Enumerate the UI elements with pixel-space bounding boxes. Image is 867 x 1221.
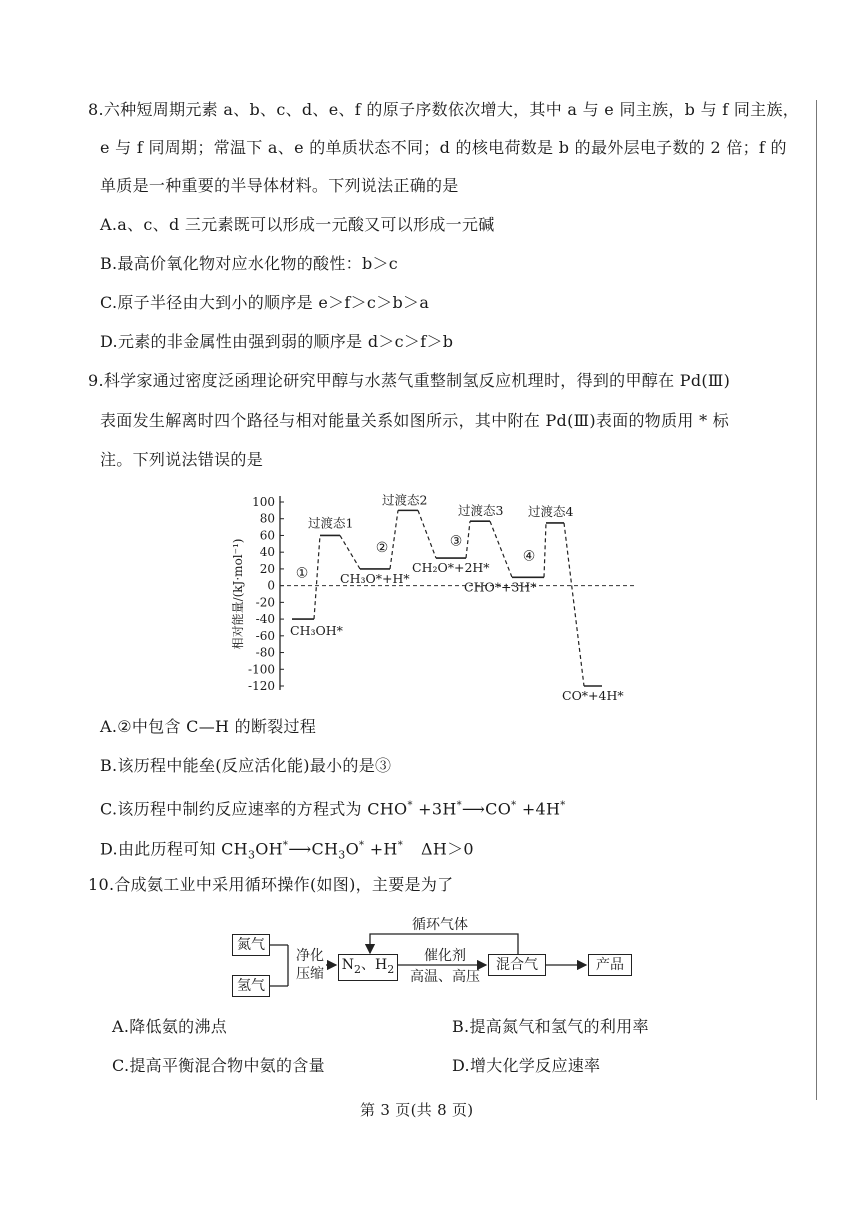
step-marker: ② <box>375 540 389 557</box>
y-tick-label: 20 <box>259 561 275 576</box>
energy-level-label: CO*+4H* <box>562 688 624 703</box>
energy-connector <box>340 535 360 568</box>
energy-connector <box>564 523 584 686</box>
q8-option-b: B.最高价氧化物对应水化物的酸性：b＞c <box>100 254 399 273</box>
recycle-label: 循环气体 <box>412 917 468 933</box>
q9-option-d: D.由此历程可知 $CH_3OH^*⟶CH_3O^* +H^*$ ΔH＞0 <box>100 839 474 862</box>
q8-stem-line-2: e 与 f 同周期；常温下 a、e 的单质状态不同；d 的核电荷数是 b 的最外层电子数的 2 倍；f 的 <box>100 138 787 157</box>
page-footer: 第 3 页(共 8 页) <box>360 1101 474 1119</box>
energy-connector <box>544 523 546 577</box>
product-box: 产品 <box>588 954 632 976</box>
energy-level-label: CHO*+3H* <box>464 579 537 595</box>
y-tick-label: -120 <box>248 679 275 693</box>
q9-stem-line-1: 9.科学家通过密度泛函理论研究甲醇与水蒸气重整制氢反应机理时，得到的甲醇在 Pd(Ⅲ) <box>88 371 731 390</box>
q10-option-c: C.提高平衡混合物中氨的含量 <box>112 1056 325 1075</box>
q10-option-a: A.降低氨的沸点 <box>112 1017 228 1036</box>
y-tick-label: -80 <box>255 645 275 660</box>
y-axis-label: 相对能量/(kJ·mol⁻¹) <box>231 538 245 650</box>
catalyst-label: 催化剂 <box>424 948 466 964</box>
q9-stem-line-3: 注。下列说法错误的是 <box>100 450 264 469</box>
q9-option-a: A.②中包含 C—H 的断裂过程 <box>100 717 317 736</box>
y-tick-label: -20 <box>255 595 275 610</box>
energy-level-label: 过渡态4 <box>528 503 574 519</box>
y-tick-label: 100 <box>252 495 275 509</box>
q9-stem-line-2: 表面发生解离时四个路径与相对能量关系如图所示，其中附在 Pd(Ⅲ)表面的物质用 * 标 <box>100 411 730 430</box>
q9-option-b: B.该历程中能垒(反应活化能)最小的是③ <box>100 756 392 775</box>
ammonia-flow-diagram <box>230 912 640 1002</box>
energy-level-label: 过渡态1 <box>308 515 354 531</box>
energy-profile-chart <box>222 490 642 705</box>
energy-level-label: CH₃OH* <box>290 623 343 639</box>
hydrogen-box: 氢气 <box>232 975 270 997</box>
q8-stem-line-3: 单质是一种重要的半导体材料。下列说法正确的是 <box>100 176 459 195</box>
q8-option-a: A.a、c、d 三元素既可以形成一元酸又可以形成一元碱 <box>100 215 495 234</box>
y-tick-label: 40 <box>259 545 275 560</box>
q9-option-c: C.该历程中制约反应速率的方程式为 CHO* +3H*⟶CO* +4H* <box>100 799 566 819</box>
step-marker: ④ <box>522 548 536 565</box>
feed-gas-box: $N_2$、$H_2$ <box>338 954 398 981</box>
q10-stem: 10.合成氨工业中采用循环操作(如图)，主要是为了 <box>88 875 454 894</box>
energy-connector <box>390 510 398 569</box>
page-margin-rule <box>816 100 817 1100</box>
y-tick-label: -100 <box>248 662 275 677</box>
energy-level-label: 过渡态2 <box>382 492 428 508</box>
y-tick-label: 0 <box>267 578 275 593</box>
energy-connector <box>418 510 436 558</box>
compress-label: 压缩 <box>296 966 324 982</box>
condition-label: 高温、高压 <box>410 969 480 985</box>
q8-option-c: C.原子半径由大到小的顺序是 e＞f＞c＞b＞a <box>100 293 430 312</box>
step-marker: ③ <box>449 533 463 550</box>
energy-level-label: 过渡态3 <box>458 503 504 519</box>
q10-option-d: D.增大化学反应速率 <box>452 1056 601 1075</box>
purify-label: 净化 <box>296 948 324 964</box>
energy-connector <box>314 535 320 619</box>
y-tick-label: -40 <box>255 612 275 627</box>
y-tick-label: -60 <box>255 628 275 643</box>
energy-connector <box>490 521 512 577</box>
energy-connector <box>466 521 470 558</box>
energy-level-label: CH₃O*+H* <box>340 570 410 586</box>
q8-option-d: D.元素的非金属性由强到弱的顺序是 d＞c＞f＞b <box>100 332 454 351</box>
nitrogen-box: 氮气 <box>232 934 270 956</box>
y-tick-label: 60 <box>259 528 275 543</box>
q8-stem-line-1: 8.六种短周期元素 a、b、c、d、e、f 的原子序数依次增大，其中 a 与 e 同主族，b 与 f 同主族， <box>88 100 800 119</box>
energy-level-label: CH₂O*+2H* <box>412 560 490 576</box>
step-marker: ① <box>295 565 309 582</box>
mixture-box: 混合气 <box>488 954 546 976</box>
y-tick-label: 80 <box>259 511 275 526</box>
q10-option-b: B.提高氮气和氢气的利用率 <box>452 1017 649 1036</box>
